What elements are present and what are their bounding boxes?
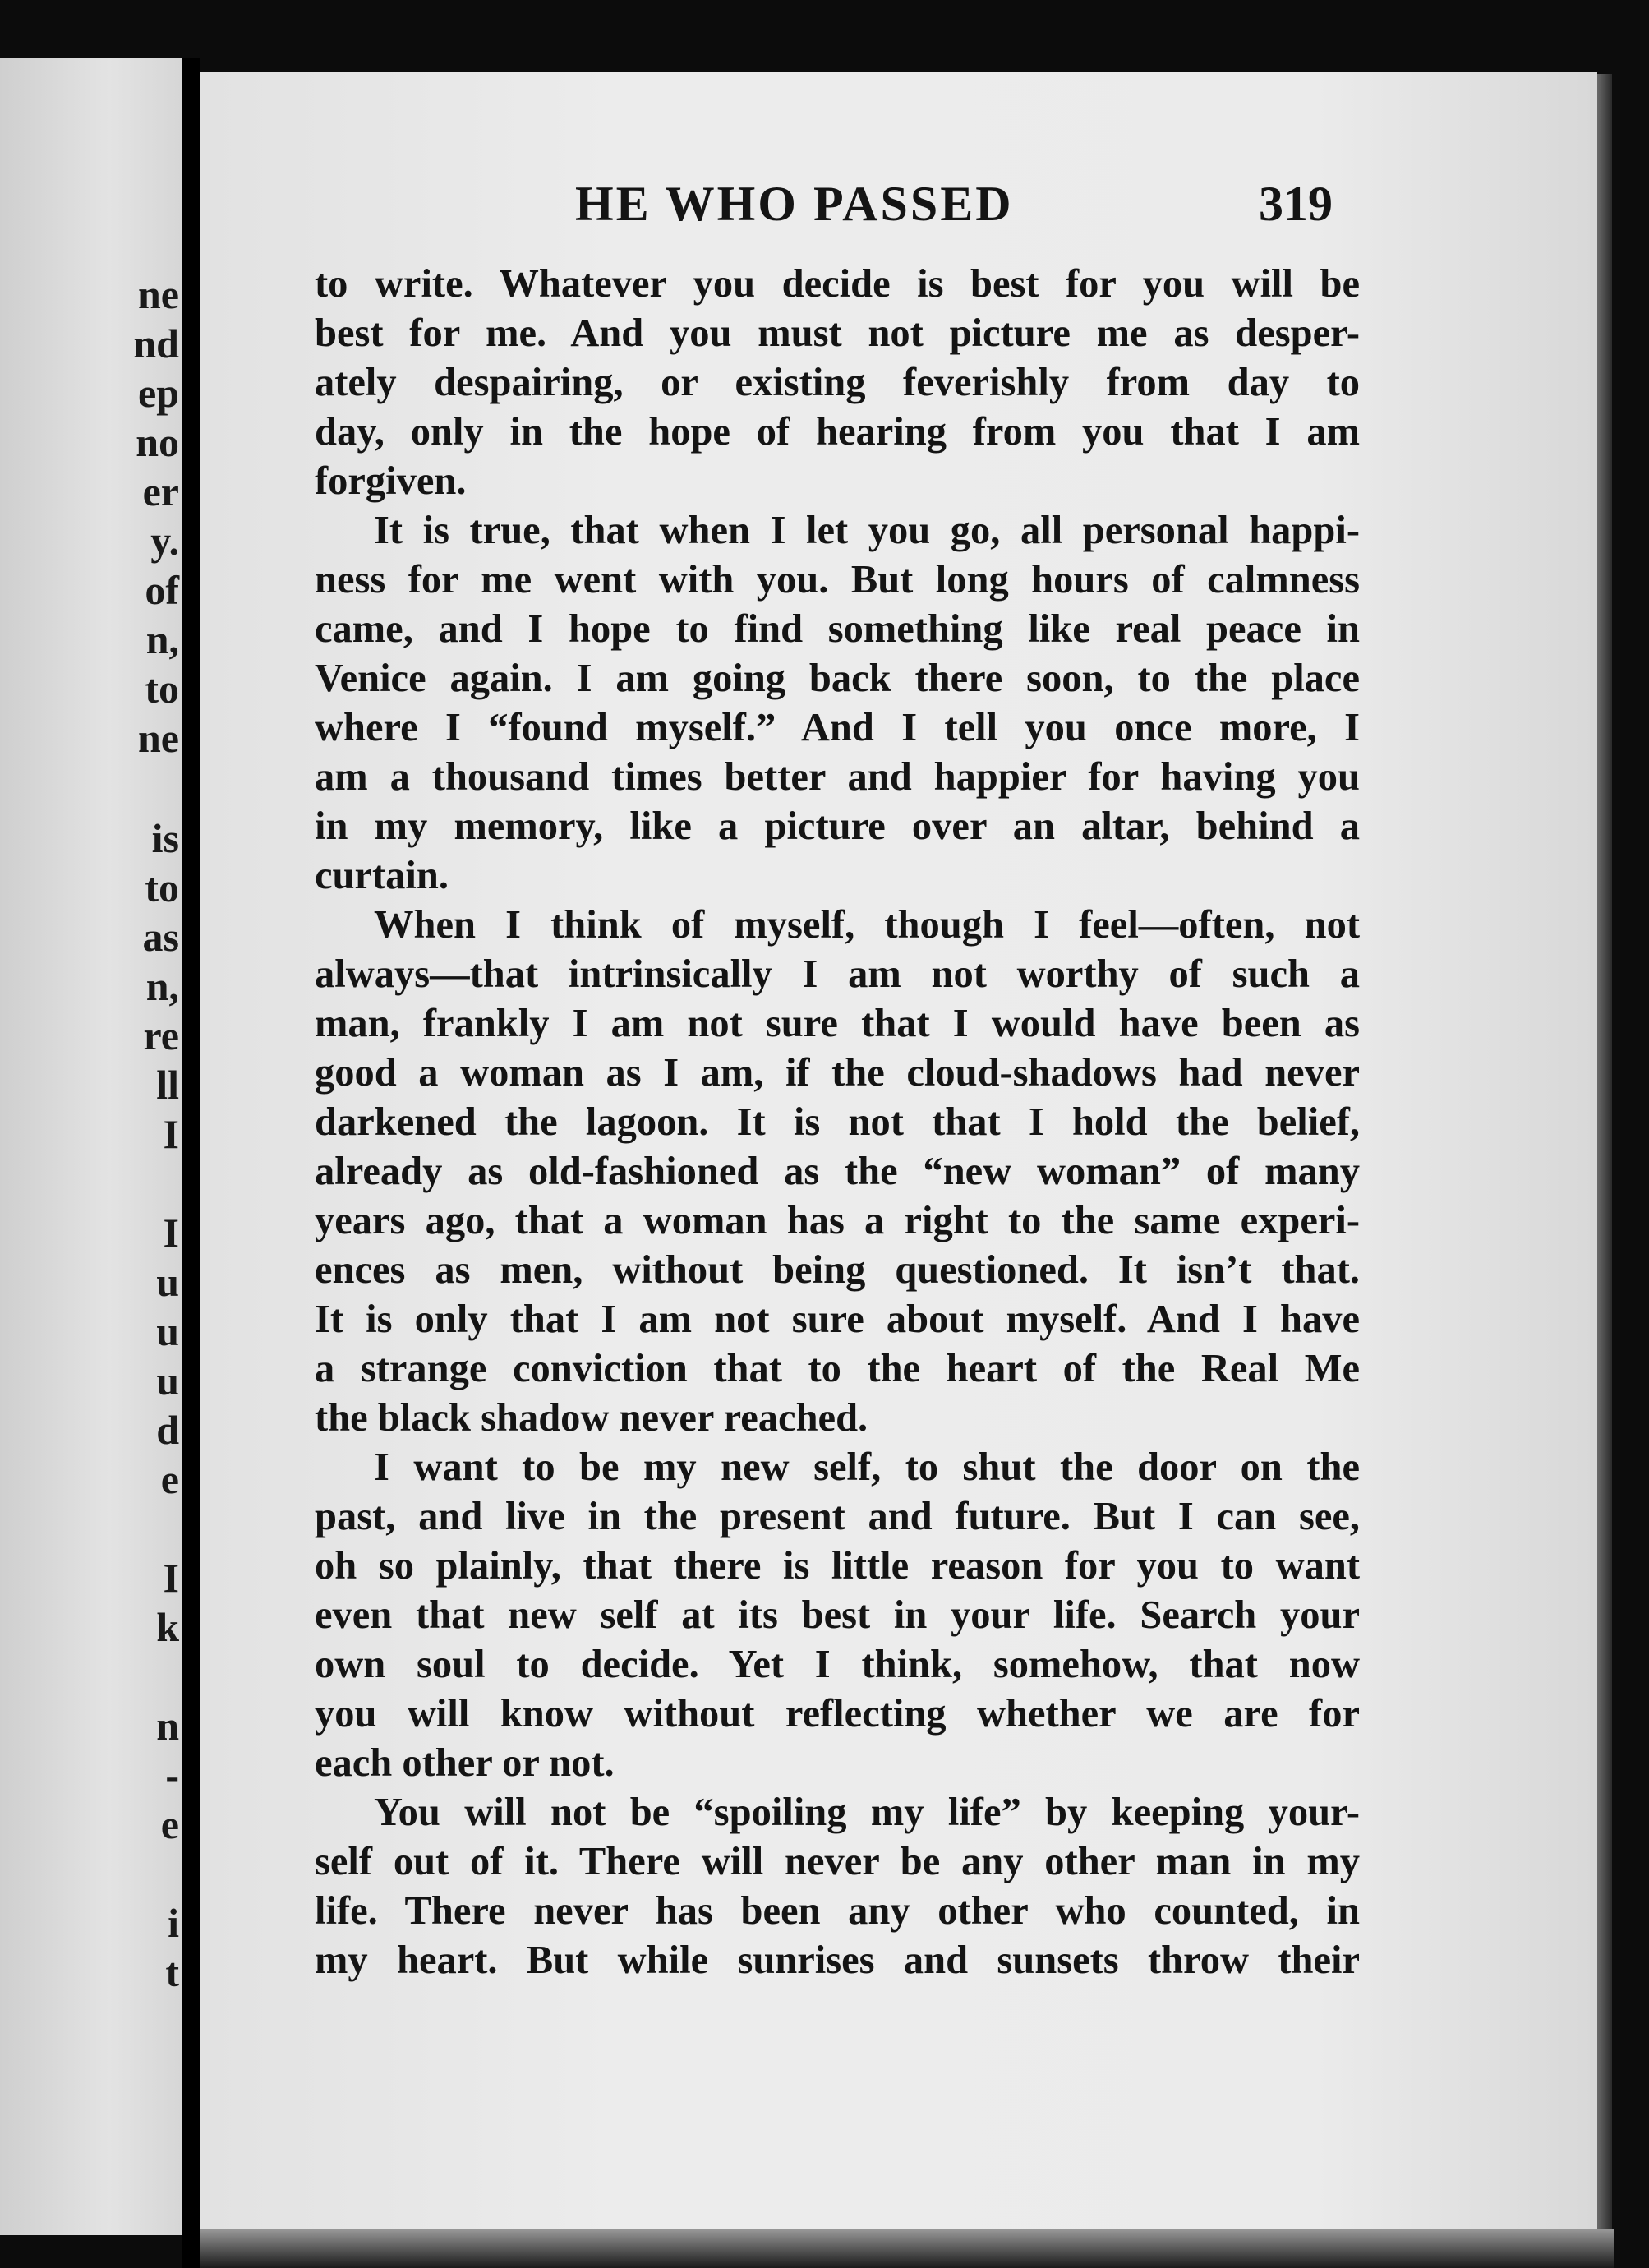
prev-page-fragment: d [156, 1407, 179, 1453]
text-line: you will know without reflecting whether we are for [315, 1692, 1360, 1736]
text-line: always—that intrinsically I am not worthy of such a [315, 952, 1360, 996]
prev-page-fragment: nd [133, 320, 179, 366]
prev-page-fragment: I [163, 1210, 179, 1256]
text-line: day, only in the hope of hearing from you that I am [315, 410, 1360, 454]
text-line: ences as men, without being questioned. It isn’t that. [315, 1248, 1360, 1292]
page-bottom-edge [200, 2229, 1614, 2268]
previous-page-edge [0, 58, 182, 2235]
text-line: where I “found myself.” And I tell you once more, I [315, 706, 1360, 749]
prev-page-fragment: I [163, 1555, 179, 1601]
text-line: good a woman as I am, if the cloud-shadows had never [315, 1051, 1360, 1095]
prev-page-fragment: re [143, 1012, 179, 1058]
prev-page-fragment: ne [138, 715, 179, 761]
text-line: to write. Whatever you decide is best for you will be [315, 262, 1360, 306]
text-line: I want to be my new self, to shut the door on the [374, 1445, 1360, 1489]
text-line: You will not be “spoiling my life” by keeping your- [374, 1791, 1360, 1834]
running-head: HE WHO PASSED [575, 177, 1014, 231]
text-line: ness for me went with you. But long hours of calmness [315, 558, 1360, 602]
text-line: own soul to decide. Yet I think, somehow, that now [315, 1643, 1360, 1686]
text-line: self out of it. There will never be any other man in my [315, 1840, 1360, 1883]
prev-page-fragment: n [156, 1703, 179, 1749]
prev-page-fragment: to [145, 864, 179, 910]
text-line: ately despairing, or existing feverishly from day to [315, 361, 1360, 404]
text-line: oh so plainly, that there is little reason for you to want [315, 1544, 1360, 1588]
prev-page-fragment: u [156, 1308, 179, 1354]
prev-page-fragment: e [160, 1456, 179, 1502]
text-line: When I think of myself, though I feel—often, not [374, 903, 1360, 947]
prev-page-fragment: as [142, 914, 179, 960]
text-line: my heart. But while sunrises and sunsets throw their [315, 1938, 1360, 1982]
prev-page-fragment: no [136, 419, 179, 465]
text-line: past, and live in the present and future. But I can see, [315, 1495, 1360, 1538]
prev-page-fragment: y. [150, 518, 179, 564]
prev-page-fragment: - [165, 1752, 179, 1798]
prev-page-fragment: t [165, 1949, 179, 1995]
prev-page-fragment: i [168, 1900, 179, 1946]
prev-page-fragment: is [151, 815, 179, 861]
text-line: a strange conviction that to the heart of the Real Me [315, 1347, 1360, 1390]
prev-page-fragment: ep [138, 370, 179, 416]
prev-page-fragment: k [156, 1604, 179, 1650]
prev-page-fragment: ll [156, 1062, 179, 1108]
prev-page-fragment: e [160, 1801, 179, 1847]
prev-page-fragment: n, [145, 616, 179, 662]
prev-page-fragment: u [156, 1259, 179, 1305]
prev-page-fragment: u [156, 1358, 179, 1404]
body-text [315, 260, 1360, 1985]
text-line: came, and I hope to find something like real peace in [315, 607, 1360, 651]
text-line: curtain. [315, 854, 449, 897]
text-line: Venice again. I am going back there soon, to the place [315, 657, 1360, 700]
text-line: even that new self at its best in your life. Search your [315, 1593, 1360, 1637]
prev-page-fragment: er [142, 468, 179, 514]
text-line: years ago, that a woman has a right to the same experi- [315, 1199, 1360, 1242]
text-line: best for me. And you must not picture me as desper- [315, 311, 1360, 355]
text-line: in my memory, like a picture over an altar, behind a [315, 804, 1360, 848]
page-number: 319 [1259, 177, 1333, 231]
prev-page-fragment: of [145, 567, 179, 613]
page-right-edge [1597, 74, 1612, 2243]
text-line: It is only that I am not sure about myself. And I have [315, 1298, 1360, 1341]
prev-page-fragment: to [145, 666, 179, 712]
text-line: man, frankly I am not sure that I would have been as [315, 1002, 1360, 1045]
text-line: darkened the lagoon. It is not that I hold the belief, [315, 1100, 1360, 1144]
text-line: the black shadow never reached. [315, 1396, 868, 1440]
text-line: already as old-fashioned as the “new woman” of many [315, 1150, 1360, 1193]
book-gutter [182, 58, 200, 2268]
text-line: each other or not. [315, 1741, 615, 1785]
text-line: life. There never has been any other who counted, in [315, 1889, 1360, 1933]
text-line: It is true, that when I let you go, all personal happi- [374, 509, 1360, 552]
prev-page-fragment: n, [145, 963, 179, 1009]
text-line: forgiven. [315, 459, 467, 503]
prev-page-fragment: ne [138, 271, 179, 317]
prev-page-fragment: I [163, 1111, 179, 1157]
text-line: am a thousand times better and happier for having you [315, 755, 1360, 799]
